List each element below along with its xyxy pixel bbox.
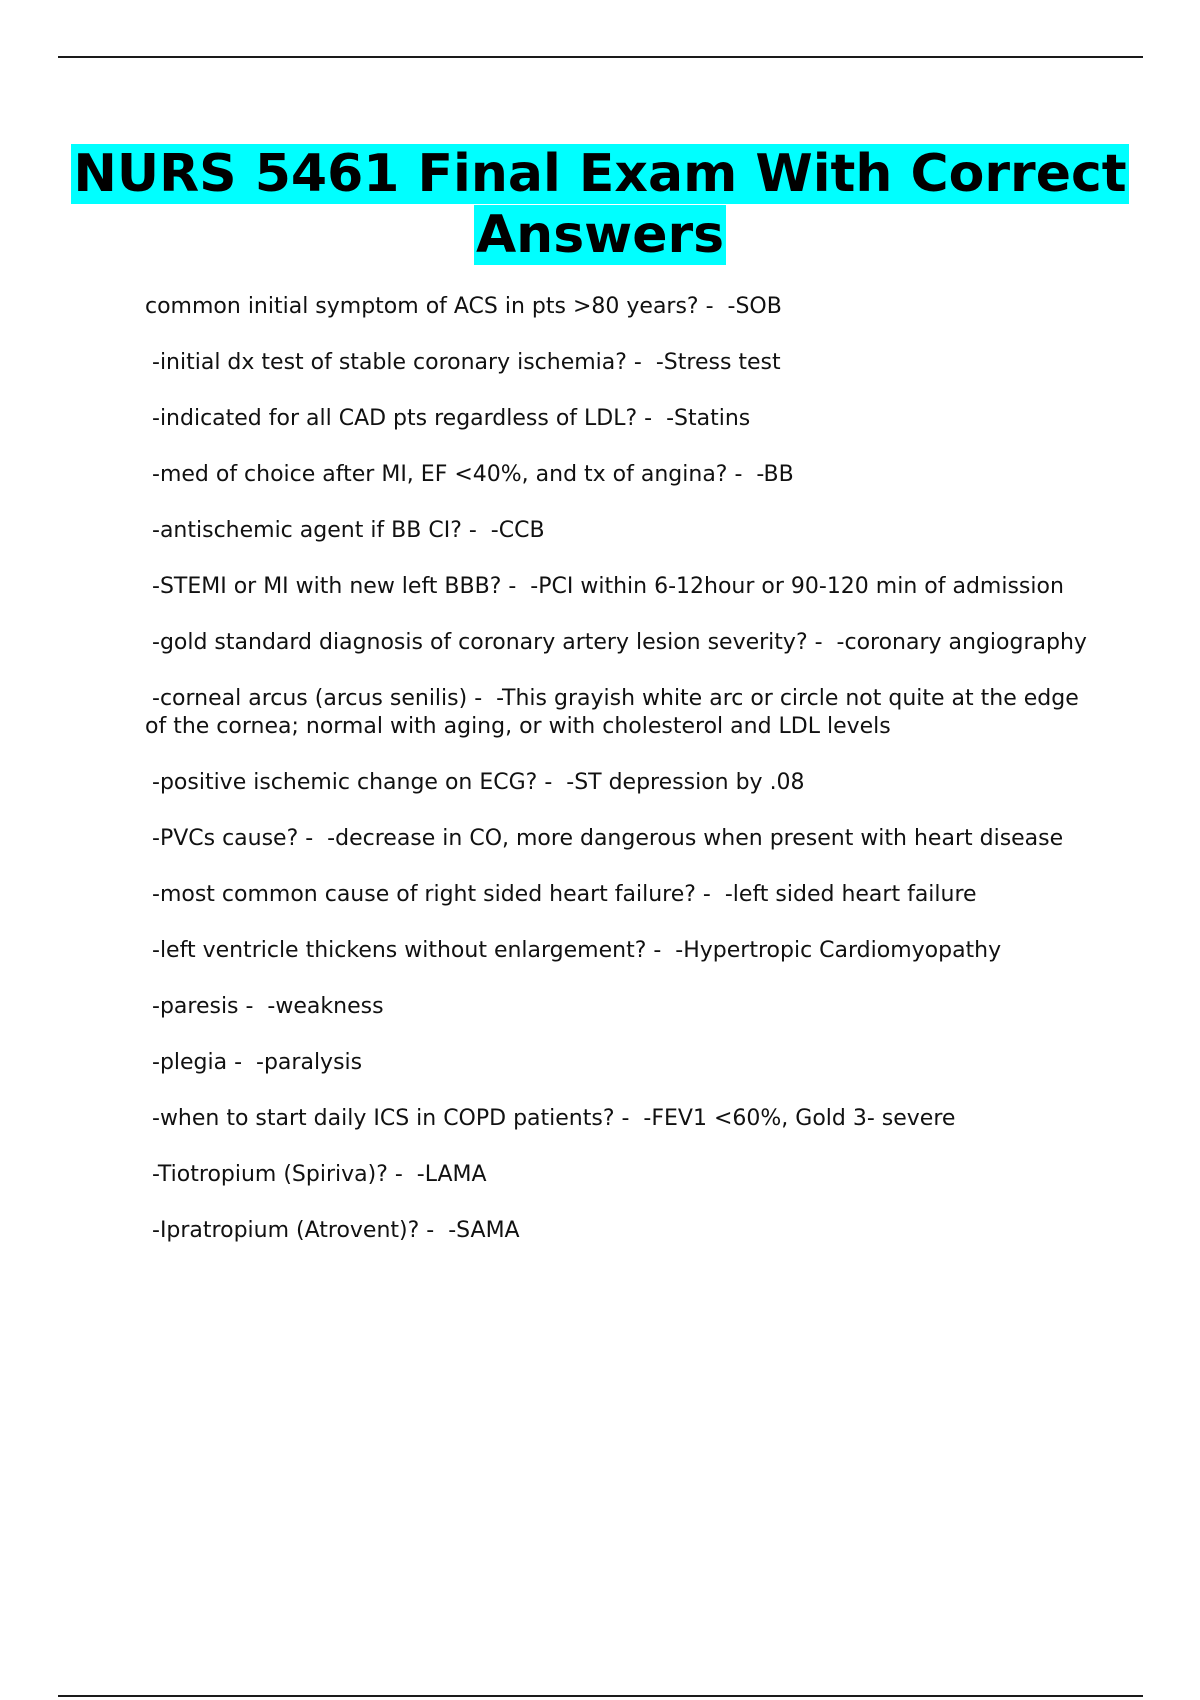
qa-item: -antischemic agent if BB CI? - -CCB [145, 518, 545, 543]
qa-item: -corneal arcus (arcus senilis) - -This grayish white arc or circle not quite at the edge of the cornea; normal with aging, or with cholesterol and LDL levels [145, 686, 1086, 739]
top-rule [58, 56, 1143, 58]
qa-item: -Tiotropium (Spiriva)? - -LAMA [145, 1162, 487, 1187]
qa-item: -plegia - -paralysis [145, 1050, 363, 1075]
title-container [0, 144, 1200, 266]
qa-item: -initial dx test of stable coronary ischemia? - -Stress test [145, 350, 781, 375]
qa-list [145, 293, 1090, 1273]
qa-item: -paresis - -weakness [145, 994, 384, 1019]
qa-item: -STEMI or MI with new left BBB? - -PCI within 6-12hour or 90-120 min of admission [145, 574, 1064, 599]
qa-item: -positive ischemic change on ECG? - -ST depression by .08 [145, 770, 805, 795]
qa-item: -gold standard diagnosis of coronary artery lesion severity? - -coronary angiography [145, 630, 1087, 655]
qa-item: common initial symptom of ACS in pts >80 years? - -SOB [145, 294, 782, 319]
qa-item: -Ipratropium (Atrovent)? - -SAMA [145, 1218, 520, 1243]
qa-item: -PVCs cause? - -decrease in CO, more dangerous when present with heart disease [145, 826, 1064, 851]
qa-item: -when to start daily ICS in COPD patients? - -FEV1 <60%, Gold 3- severe [145, 1106, 956, 1131]
qa-item: -med of choice after MI, EF <40%, and tx of angina? - -BB [145, 462, 794, 487]
bottom-rule [58, 1695, 1143, 1697]
qa-item: -most common cause of right sided heart failure? - -left sided heart failure [145, 882, 977, 907]
page-title: NURS 5461 Final Exam With Correct Answers [73, 144, 1127, 265]
qa-item: -left ventricle thickens without enlargement? - -Hypertropic Cardiomyopathy [145, 938, 1002, 963]
qa-item: -indicated for all CAD pts regardless of LDL? - -Statins [145, 406, 751, 431]
